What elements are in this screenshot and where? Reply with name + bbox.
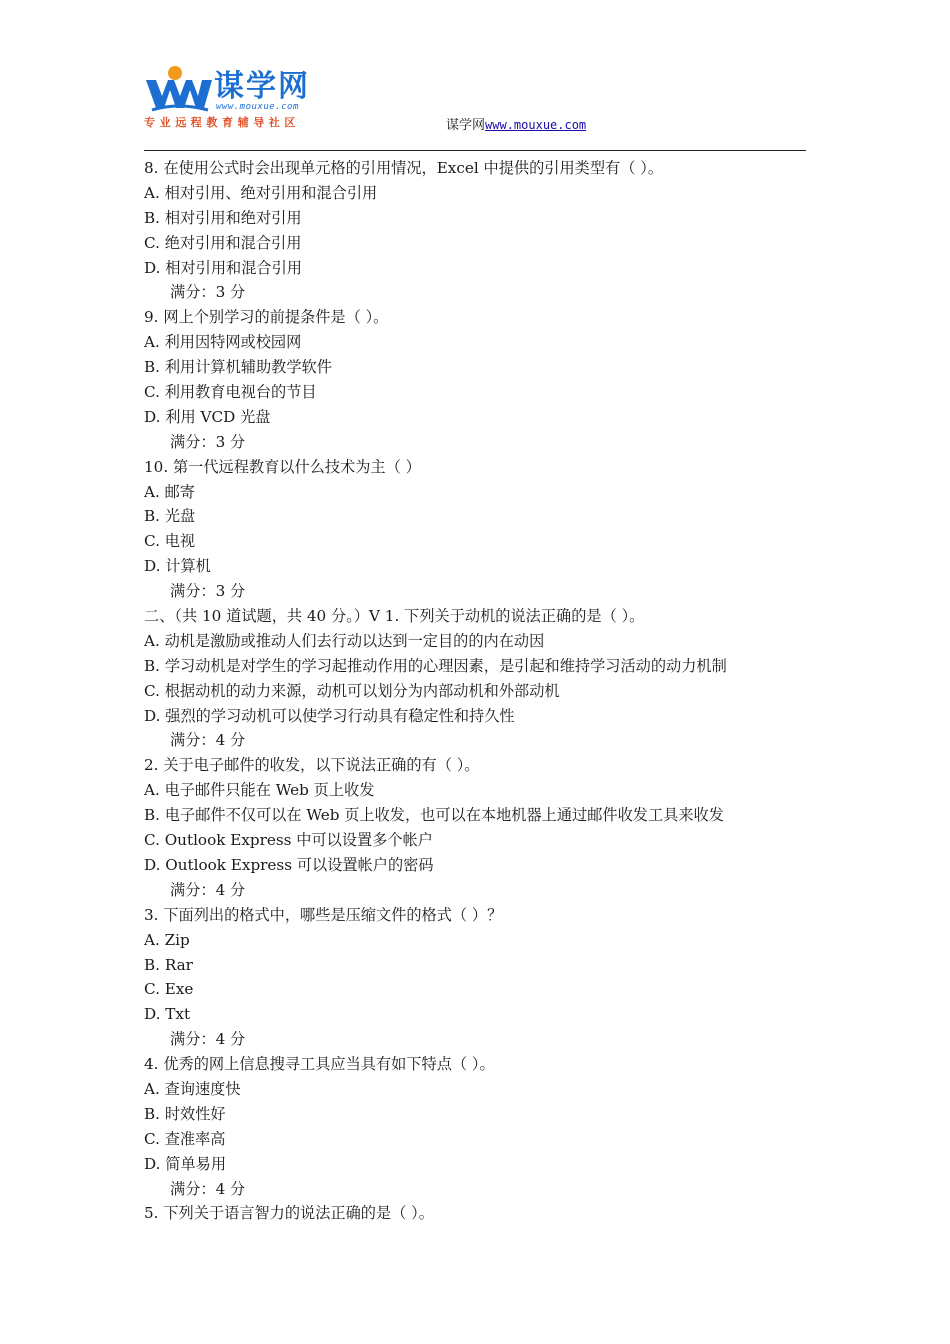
option-text: A. 利用因特网或校园网 (144, 333, 302, 352)
option-text: D. 相对引用和混合引用 (144, 258, 302, 277)
site-link[interactable]: www.mouxue.com (485, 118, 587, 132)
option-text: A. 电子邮件只能在 Web 页上收发 (144, 781, 375, 800)
option-text: C. 查准率高 (144, 1129, 226, 1148)
question-text: 二、（共 10 道试题，共 40 分。）V 1. 下列关于动机的说法正确的是（ ）。 (144, 607, 645, 626)
option-text: D. 简单易用 (144, 1154, 227, 1173)
option-text: D. Txt (144, 1005, 191, 1024)
site-label: 谋学网 (446, 118, 486, 133)
header-divider (144, 150, 806, 151)
score-text: 满分：4 分 (170, 731, 246, 750)
option-text: B. 电子邮件不仅可以在 Web 页上收发，也可以在本地机器上通过邮件收发工具来收发 (144, 806, 724, 825)
option-text: D. Outlook Express 可以设置帐户的密码 (144, 855, 434, 874)
score-text: 满分：3 分 (170, 283, 246, 302)
score-text: 满分：3 分 (170, 432, 246, 451)
header-site-label (446, 114, 586, 133)
book-logo-icon (142, 64, 214, 114)
option-text: A. Zip (144, 930, 190, 949)
option-text: B. 时效性好 (144, 1104, 226, 1123)
option-text: D. 强烈的学习动机可以使学习行动具有稳定性和持久性 (144, 706, 515, 725)
option-text: A. 邮寄 (144, 482, 195, 501)
option-text: B. 学习动机是对学生的学习起推动作用的心理因素，是引起和维持学习活动的动力机制 (144, 656, 727, 675)
score-text: 满分：4 分 (170, 880, 246, 899)
option-text: D. 计算机 (144, 557, 211, 576)
option-text: C. 根据动机的动力来源，动机可以划分为内部动机和外部动机 (144, 681, 560, 700)
option-text: C. 利用教育电视台的节目 (144, 383, 317, 402)
score-text: 满分：4 分 (170, 1179, 246, 1198)
logo-name: 谋学网 (214, 69, 310, 104)
option-text: C. Exe (144, 980, 194, 999)
option-text: A. 动机是激励或推动人们去行动以达到一定目的的内在动因 (144, 631, 545, 650)
site-logo[interactable] (142, 64, 342, 134)
option-text: C. 绝对引用和混合引用 (144, 233, 302, 252)
option-text: B. Rar (144, 955, 193, 974)
score-text: 满分：4 分 (170, 1030, 246, 1049)
option-text: B. 相对引用和绝对引用 (144, 208, 302, 227)
question-text: 9. 网上个别学习的前提条件是（ ）。 (144, 308, 389, 327)
option-text: D. 利用 VCD 光盘 (144, 407, 271, 426)
question-text: 2. 关于电子邮件的收发，以下说法正确的有（ ）。 (144, 756, 480, 775)
option-text: A. 查询速度快 (144, 1079, 241, 1098)
option-text: B. 利用计算机辅助教学软件 (144, 358, 332, 377)
option-text: A. 相对引用、绝对引用和混合引用 (144, 183, 378, 202)
question-text: 3. 下面列出的格式中，哪些是压缩文件的格式（ ）？ (144, 905, 503, 924)
question-text: 8. 在使用公式时会出现单元格的引用情况，Excel 中提供的引用类型有（ ）。 (144, 159, 664, 177)
option-text: C. Outlook Express 中可以设置多个帐户 (144, 831, 433, 850)
question-text: 5. 下列关于语言智力的说法正确的是（ ）。 (144, 1204, 434, 1223)
question-list (144, 156, 814, 1226)
option-text: C. 电视 (144, 532, 196, 551)
score-text: 满分：3 分 (170, 582, 246, 601)
logo-url: www.mouxue.com (216, 102, 299, 112)
option-text: B. 光盘 (144, 507, 196, 526)
logo-slogan: 专业远程教育辅导社区 (144, 116, 300, 129)
question-text: 10. 第一代远程教育以什么技术为主（ ） (144, 457, 421, 476)
question-text: 4. 优秀的网上信息搜寻工具应当具有如下特点（ ）。 (144, 1055, 495, 1074)
